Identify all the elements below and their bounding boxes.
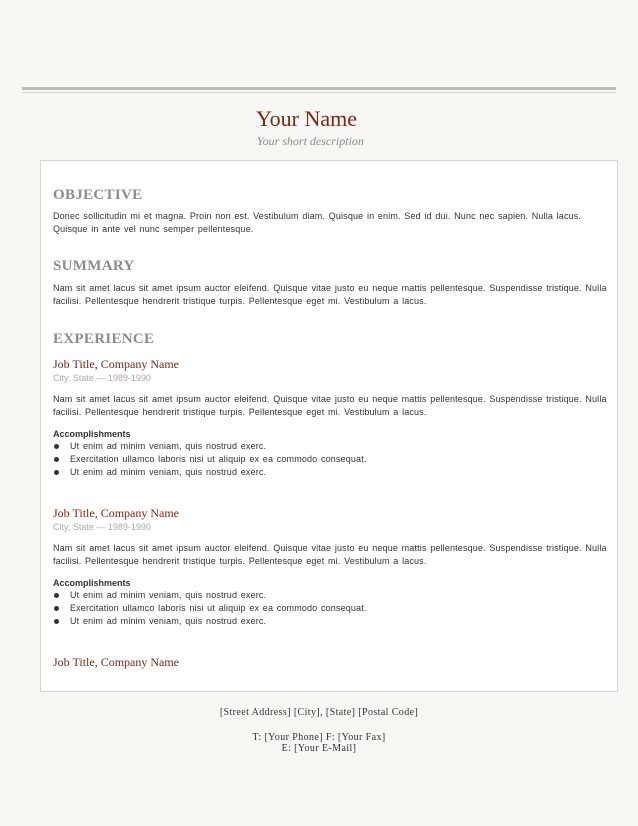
job-description[interactable]: Nam sit amet lacus sit amet ipsum auctor eleifend. Quisque vitae justo eu neque mattis pellentesque. Suspendisse tristique. Nulla facilisi. Pellentesque hendrerit tristique turpis. Pellentesque eget mi. Vestibulum a lacus. [53, 543, 607, 566]
accomplishment-text: Ut enim ad minim veniam, quis nostrud exerc. [70, 467, 267, 477]
accomplishment-item[interactable] [53, 440, 609, 453]
job-entry-2 [53, 506, 609, 628]
job-title[interactable]: Job Title, Company Name [53, 357, 180, 371]
bullet-icon [54, 444, 59, 449]
accomplishment-item[interactable] [53, 453, 609, 466]
accomplishments-list [53, 440, 609, 479]
bullet-icon [54, 457, 59, 462]
accomplishment-item[interactable] [53, 615, 609, 628]
objective-heading[interactable]: OBJECTIVE [53, 187, 143, 203]
resume-body-card [40, 160, 618, 692]
job-location-dates[interactable]: City, State — 1989-1990 [53, 522, 151, 532]
accomplishment-text: Exercitation ullamco laboris nisi ut aliquip ex ea commodo consequat. [70, 603, 367, 613]
accomplishments-label[interactable]: Accomplishments [53, 429, 131, 439]
resume-short-description[interactable]: Your short description [257, 134, 364, 148]
accomplishment-text: Exercitation ullamco laboris nisi ut aliquip ex ea commodo consequat. [70, 454, 367, 464]
accomplishments-label[interactable]: Accomplishments [53, 578, 131, 588]
footer-address[interactable]: [Street Address] [City], [State] [Postal Code] [219, 707, 419, 718]
job-location-dates[interactable]: City, State — 1989-1990 [53, 373, 151, 383]
header-rule-thin [22, 92, 616, 93]
job-title[interactable]: Job Title, Company Name [53, 506, 180, 520]
accomplishment-item[interactable] [53, 589, 609, 602]
bullet-icon [54, 470, 59, 475]
footer-phone-fax[interactable]: T: [Your Phone] F: [Your Fax] [252, 732, 386, 743]
objective-text[interactable]: Donec sollicitudin mi et magna. Proin non est. Vestibulum diam. Quisque in enim. Sed id dui. Nunc nec sapien. Nulla lacus. Quisque in ante vel nunc semper pellentesque. [53, 211, 582, 234]
accomplishment-text: Ut enim ad minim veniam, quis nostrud exerc. [70, 441, 267, 451]
footer-email[interactable]: E: [Your E-Mail] [281, 743, 357, 754]
summary-text[interactable]: Nam sit amet lacus sit amet ipsum auctor eleifend. Quisque vitae justo eu neque mattis pellentesque. Suspendisse tristique. Nulla facilisi. Pellentesque hendrerit tristique turpis. Pellentesque eget mi. Vestibulum a lacus. [53, 283, 607, 306]
job-entry-1 [53, 357, 609, 479]
accomplishment-item[interactable] [53, 602, 609, 615]
accomplishment-text: Ut enim ad minim veniam, quis nostrud exerc. [70, 616, 267, 626]
job-entry-3 [53, 655, 609, 670]
resume-name[interactable]: Your Name [256, 106, 358, 131]
accomplishment-text: Ut enim ad minim veniam, quis nostrud exerc. [70, 590, 267, 600]
bullet-icon [54, 593, 59, 598]
job-title[interactable]: Job Title, Company Name [53, 655, 180, 669]
accomplishments-list [53, 589, 609, 628]
job-description[interactable]: Nam sit amet lacus sit amet ipsum auctor eleifend. Quisque vitae justo eu neque mattis pellentesque. Suspendisse tristique. Nulla facilisi. Pellentesque hendrerit tristique turpis. Pellentesque eget mi. Vestibulum a lacus. [53, 394, 607, 417]
summary-heading[interactable]: SUMMARY [53, 258, 135, 274]
header-rule-thick [22, 87, 616, 90]
bullet-icon [54, 619, 59, 624]
bullet-icon [54, 606, 59, 611]
accomplishment-item[interactable] [53, 466, 609, 479]
experience-heading[interactable]: EXPERIENCE [53, 331, 155, 347]
